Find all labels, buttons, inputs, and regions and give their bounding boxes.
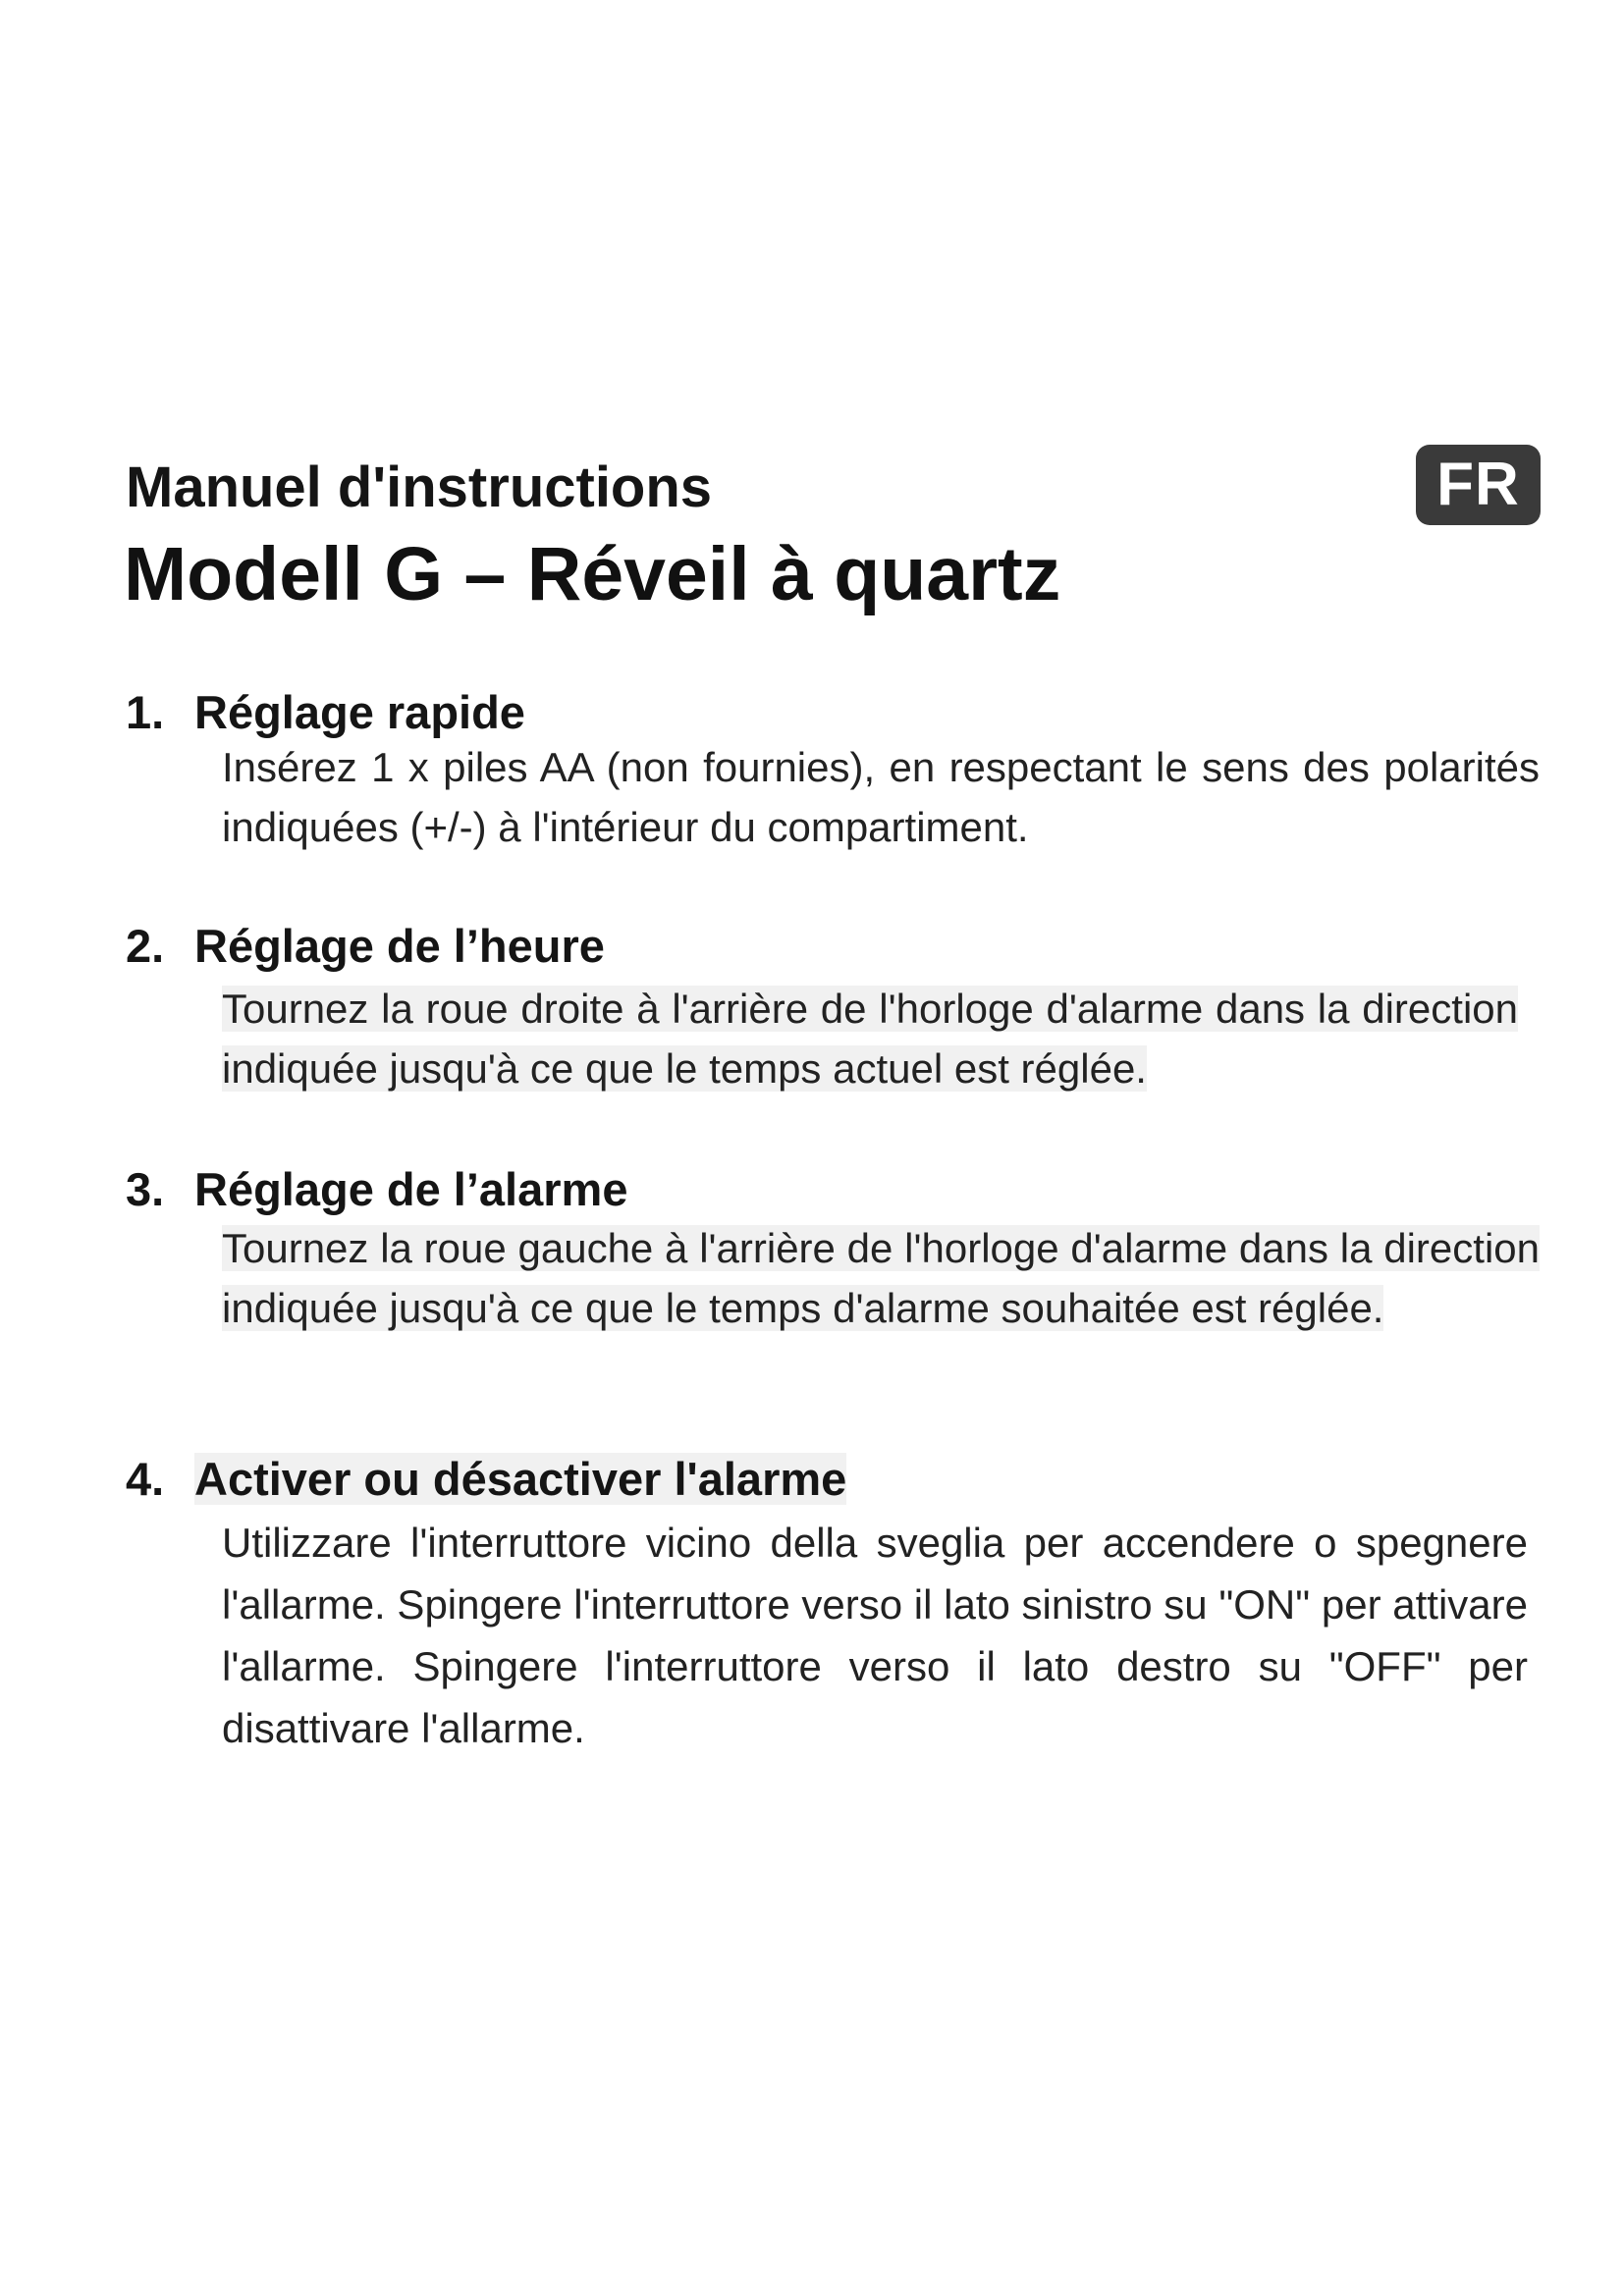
document-title: Modell G – Réveil à quartz [124, 532, 1061, 616]
section-body-alarm-setting [222, 1218, 1540, 1338]
highlighted-text: Tournez la roue gauche à l'arrière de l'horloge d'alarme dans la direction indiquée jusqu'à ce que le temps d'alarme souhaitée est réglée. [222, 1225, 1540, 1331]
section-title: Activer ou désactiver l'alarme [194, 1453, 847, 1505]
highlighted-text: Tournez la roue droite à l'arrière de l'horloge d'alarme dans la direction indiquée jusqu'à ce que le temps actuel est réglée. [222, 986, 1518, 1092]
language-badge: FR [1416, 445, 1541, 525]
section-title: Réglage de l’alarme [194, 1163, 628, 1215]
document-subtitle: Manuel d'instructions [126, 455, 713, 519]
section-number: 2. [126, 920, 165, 972]
section-body-time-setting [222, 979, 1518, 1098]
section-heading-quick-setup [126, 684, 525, 741]
section-body-quick-setup: Insérez 1 x piles AA (non fournies), en respectant le sens des polarités indiquées (+/-) à l'intérieur du compartiment. [222, 744, 1540, 850]
section-heading-alarm-setting [126, 1161, 627, 1218]
section-heading-time-setting [126, 918, 605, 975]
section-number: 1. [126, 686, 165, 738]
section-title: Réglage rapide [194, 686, 525, 738]
section-number: 3. [126, 1163, 165, 1215]
section-body-alarm-toggle: Utilizzare l'interruttore vicino della sveglia per accendere o spegnere l'allarme. Spingere l'interruttore verso il lato sinistro su "ON" per attivare l'allarme. Spingere l'interruttore verso il lato destro su "OFF" per disattivare l'allarme. [222, 1520, 1528, 1751]
section-heading-alarm-toggle [126, 1451, 846, 1508]
section-number: 4. [126, 1453, 165, 1505]
section-title: Réglage de l’heure [194, 920, 605, 972]
